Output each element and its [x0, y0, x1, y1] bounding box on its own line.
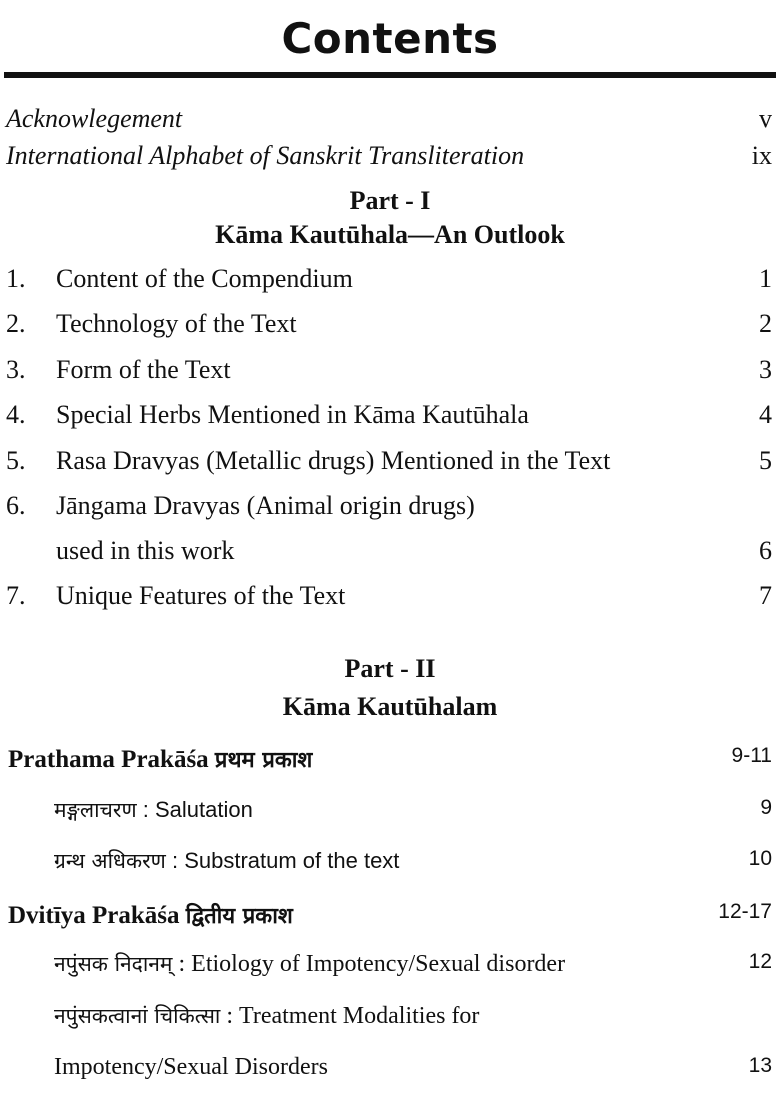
- toc-entry-page: 7: [759, 581, 772, 610]
- toc-entry-page: 1: [759, 264, 772, 293]
- toc-entry-number: 3.: [6, 355, 26, 384]
- part1-heading: Part - I: [349, 186, 431, 215]
- toc-entry-label: International Alphabet of Sanskrit Transliteration: [6, 141, 525, 170]
- toc-entry-label: Unique Features of the Text: [56, 581, 346, 610]
- section-item-label: नपुंसकत्वानां चिकित्सा : Treatment Modalities for: [54, 1003, 480, 1029]
- section-item-page: 10: [748, 847, 772, 870]
- toc-entry-number: 1.: [6, 264, 26, 293]
- page-title: Contents: [281, 14, 499, 63]
- section-title: Prathama Prakāśa प्रथम प्रकाश: [8, 746, 313, 773]
- section-item-page: 9: [760, 796, 772, 819]
- section-page-range: 12-17: [718, 900, 772, 923]
- section-item-devanagari: नपुंसक निदानम्: [54, 952, 173, 976]
- section-item-devanagari: नपुंसकत्वानां चिकित्सा: [54, 1004, 221, 1028]
- toc-entry-number: 7.: [6, 581, 26, 610]
- toc-entry-label: Rasa Dravyas (Metallic drugs) Mentioned in the Text: [56, 446, 611, 475]
- toc-entry-number: 6.: [6, 491, 26, 520]
- part2-subtitle: Kāma Kautūhalam: [282, 692, 498, 721]
- toc-entry-page: 5: [759, 446, 772, 475]
- section-item-label: मङ्गलाचरण : Salutation: [54, 797, 253, 822]
- section-page-range: 9-11: [731, 744, 772, 767]
- toc-entry-page: v: [759, 104, 772, 133]
- toc-entry-page: ix: [751, 141, 772, 170]
- part2-heading: Part - II: [344, 654, 436, 683]
- section-item-page: 12: [748, 950, 772, 973]
- part1-subtitle: Kāma Kautūhala—An Outlook: [215, 220, 565, 249]
- toc-entry-label: Content of the Compendium: [56, 264, 353, 293]
- toc-entry-number: 5.: [6, 446, 26, 475]
- section-item-label: ग्रन्थ अधिकरण : Substratum of the text: [54, 848, 400, 873]
- toc-entry-label: Special Herbs Mentioned in Kāma Kautūhala: [56, 400, 529, 429]
- section-item-label-cont: Impotency/Sexual Disorders: [54, 1054, 328, 1080]
- section-title-devanagari: प्रथम प्रकाश: [214, 748, 313, 773]
- toc-entry-page: 6: [759, 536, 772, 565]
- toc-entry-page: 2: [759, 309, 772, 338]
- section-item-devanagari: मङ्गलाचरण: [54, 798, 137, 822]
- section-title-devanagari: द्वितीय प्रकाश: [185, 904, 293, 929]
- section-item-page: 13: [748, 1054, 772, 1077]
- section-item-devanagari: ग्रन्थ अधिकरण: [54, 849, 166, 873]
- toc-entry-number: 4.: [6, 400, 26, 429]
- toc-entry-label: Technology of the Text: [56, 309, 297, 338]
- toc-entry-label: Form of the Text: [56, 355, 231, 384]
- toc-entry-label: Acknowlegement: [6, 104, 183, 133]
- toc-entry-label: Jāngama Dravyas (Animal origin drugs): [56, 491, 475, 520]
- section-item-label: नपुंसक निदानम् : Etiology of Impotency/Sexual disorder: [54, 951, 566, 977]
- toc-entry-page: 3: [759, 355, 772, 384]
- section-title: Dvitīya Prakāśa द्वितीय प्रकाश: [8, 902, 293, 929]
- toc-entry-number: 2.: [6, 309, 26, 338]
- toc-entry-label-cont: used in this work: [56, 536, 235, 565]
- title-rule: [4, 72, 776, 78]
- toc-entry-page: 4: [759, 400, 772, 429]
